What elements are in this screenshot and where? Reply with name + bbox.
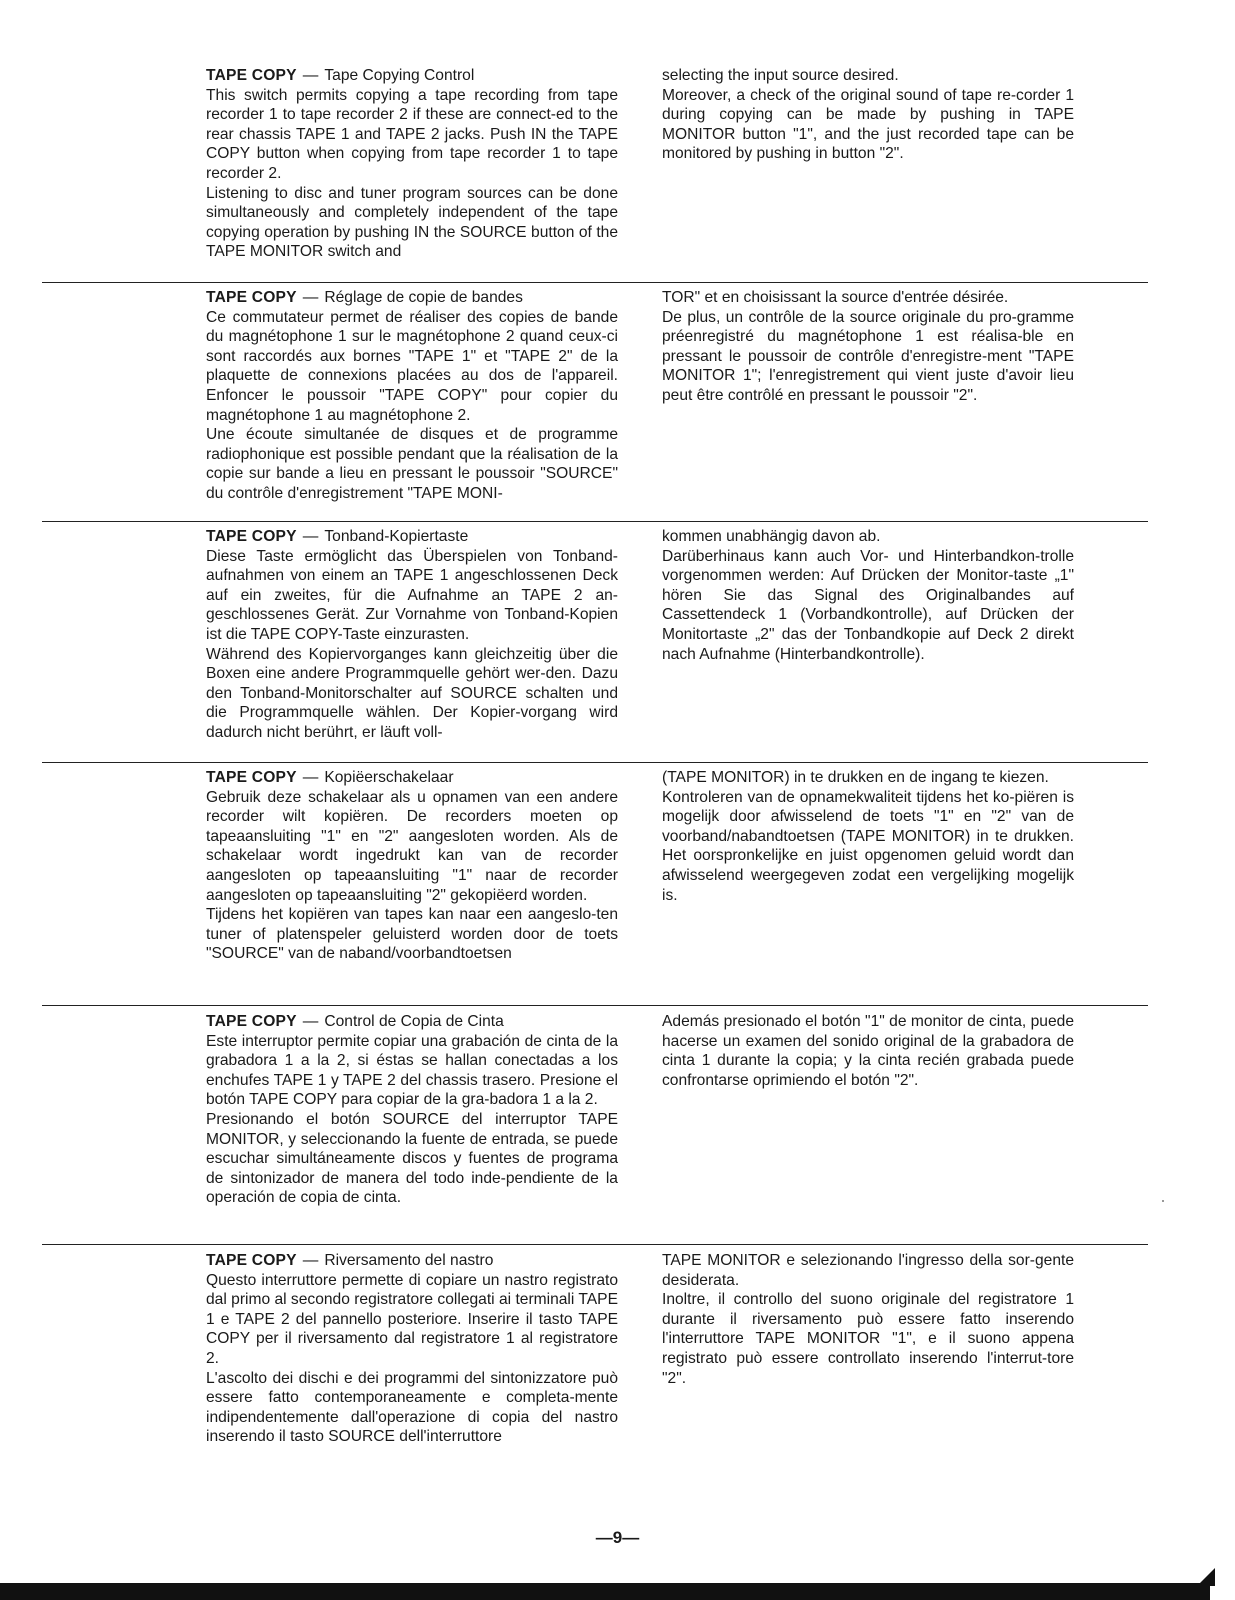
paragraph: Während des Kopiervorganges kann gleichzeitig über die Boxen eine andere Programmquelle gehört wer-den. Dazu den Tonband-Monitorschalter auf SOURCE schalten und die Programmquelle wählen. Der Kopier-vorgang wird dadurch nicht berührt, er läuft voll-: [206, 645, 618, 741]
paragraph: TOR" et en choisissant la source d'entrée désirée.: [662, 289, 1009, 306]
heading-title: Kopiëerschakelaar: [324, 769, 454, 786]
english-left-column: [206, 66, 618, 262]
paragraph: Presionando el botón SOURCE del interruptor TAPE MONITOR, y seleccionando la fuente de entrada, se puede escuchar simultáneamente discos y fuentes de programa de sintonizador de manera del todo inde-pendiente de la operación de copia de cinta.: [206, 1110, 618, 1207]
paragraph: Gebruik deze schakelaar als u opnamen van een andere recorder wilt kopiëren. De recorders moeten op tapeaansluiting "1" en "2" aangesloten worden. Als de schakelaar wordt ingedrukt kan van de recorder aangesloten op tapeaansluiting "1" naar de recorder aangesloten op tapeaansluiting "2" gekopiëerd worden.: [206, 788, 618, 904]
english-right-column: [662, 66, 1074, 164]
section-heading: TAPE COPY — Riversamento del nastro: [206, 1252, 494, 1269]
spanish-left-column: [206, 1012, 618, 1208]
section-heading: TAPE COPY — Réglage de copie de bandes: [206, 289, 523, 306]
section-divider: [42, 1005, 1148, 1006]
italian-right-column: [662, 1251, 1074, 1388]
paragraph: This switch permits copying a tape recording from tape recorder 1 to tape recorder 2 if these are connect-ed to the rear chassis TAPE 1 and TAPE 2 jacks. Push IN the TAPE COPY button when copying from tape recorder 1 to tape recorder 2.: [206, 86, 618, 182]
section-divider: [42, 521, 1148, 522]
dutch-left-column: [206, 768, 618, 964]
heading-name: TAPE COPY: [206, 289, 297, 306]
french-right-column: [662, 288, 1074, 406]
spanish-right-column: [662, 1012, 1074, 1090]
section-heading: TAPE COPY — Tape Copying Control: [206, 67, 475, 84]
heading-title: Control de Copia de Cinta: [324, 1013, 504, 1030]
heading-name: TAPE COPY: [206, 769, 297, 786]
paragraph: Une écoute simultanée de disques et de programme radiophonique est possible pendant que la réalisation de la copie sur bande a lieu en pressant le poussoir "SOURCE" du contrôle d'enregistrement "TAPE MONI-: [206, 426, 618, 502]
heading-name: TAPE COPY: [206, 1013, 297, 1030]
heading-title: Tape Copying Control: [324, 67, 475, 84]
heading-title: Riversamento del nastro: [324, 1252, 494, 1269]
paragraph: L'ascolto dei dischi e dei programmi del sintonizzatore può essere fatto contemporaneamente e completa-mente indipendentemente dall'operazione di copia del nastro inserendo il tasto SOURCE dell'interruttore: [206, 1369, 618, 1446]
heading-name: TAPE COPY: [206, 67, 297, 84]
italian-left-column: [206, 1251, 618, 1447]
section-heading: TAPE COPY — Tonband-Kopiertaste: [206, 528, 469, 545]
paragraph: Además presionado el botón "1" de monitor de cinta, puede hacerse un examen del sonido original de la grabadora de cinta 1 durante la copia; y la cinta recién grabada puede confrontarse oprimiendo el botón "2".: [662, 1013, 1074, 1089]
paragraph: kommen unabhängig davon ab.: [662, 528, 881, 545]
paragraph: selecting the input source desired.: [662, 67, 899, 84]
paragraph: Darüberhinaus kann auch Vor- und Hinterbandkon-trolle vorgenommen werden: Auf Drücken der Monitor-taste „1" hören Sie das Signal des Originalbandes auf Cassettendeck 1 (Vorbandkontrolle), auf Drücken der Monitortaste „2" das der Tonbandkopie auf Deck 2 direkt nach Aufnahme (Hinterbandkontrolle).: [662, 547, 1074, 663]
section-divider: [42, 1244, 1148, 1245]
paragraph: Questo interruttore permette di copiare un nastro registrato dal primo al secondo registratore collegati ai terminali TAPE 1 e TAPE 2 del pannello posteriore. Inserire il tasto TAPE COPY per il riversamento dal registratore 1 al registratore 2.: [206, 1271, 618, 1367]
german-right-column: [662, 527, 1074, 664]
section-divider: [42, 762, 1148, 763]
heading-name: TAPE COPY: [206, 528, 297, 545]
paragraph: Inoltre, il controllo del suono originale del registratore 1 durante il riversamento può essere fatto inserendo l'interruttore TAPE MONITOR "1", e il suono appena registrato può essere controllato inserendo l'interrut-tore "2".: [662, 1291, 1074, 1387]
scan-speck: [1162, 1200, 1164, 1202]
paragraph: Ce commutateur permet de réaliser des copies de bande du magnétophone 1 sur le magnétophone 2 quand ceux-ci sont raccordés aux bornes "TAPE 1" et "TAPE 2" de la plaquette de connexions placées au dos de l'appareil. Enfoncer le poussoir "TAPE COPY" pour copier du magnétophone 1 au magnétophone 2.: [206, 308, 618, 424]
paragraph: Este interruptor permite copiar una grabación de cinta de la grabadora 1 a la 2, si éstas se hallan conectadas a los enchufes TAPE 1 y TAPE 2 del chassis trasero. Presione el botón TAPE COPY para copiar de la gra-badora 1 a la 2.: [206, 1032, 618, 1109]
paragraph: De plus, un contrôle de la source originale du pro-gramme préenregistré du magnétophone 1 est réalisa-ble en pressant le poussoir de contrôle d'enregistre-ment "TAPE MONITOR 1"; l'enregistrement qui vient juste d'avoir lieu peut être contrôlé en pressant le poussoir "2".: [662, 308, 1074, 404]
german-left-column: [206, 527, 618, 743]
paragraph: Tijdens het kopiëren van tapes kan naar een aangeslo-ten tuner of platenspeler geluisterd worden door de toets "SOURCE" van de naband/voorbandtoetsen: [206, 906, 618, 963]
paragraph: Moreover, a check of the original sound of tape re-corder 1 during copying can be made by pushing in TAPE MONITOR button "1", and the just recorded tape can be monitored by pushing in button "2".: [662, 86, 1074, 163]
scan-bottom-border: [0, 1583, 1210, 1600]
paragraph: Listening to disc and tuner program sources can be done simultaneously and completely independent of the tape copying operation by pushing IN the SOURCE button of the TAPE MONITOR switch and: [206, 184, 618, 261]
heading-title: Réglage de copie de bandes: [324, 289, 523, 306]
heading-title: Tonband-Kopiertaste: [324, 528, 469, 545]
section-heading: TAPE COPY — Control de Copia de Cinta: [206, 1013, 504, 1030]
section-divider: [42, 282, 1148, 283]
section-heading: TAPE COPY — Kopiëerschakelaar: [206, 769, 454, 786]
page-number: —9—: [595, 1528, 640, 1547]
paragraph: Kontroleren van de opnamekwaliteit tijdens het ko-piëren is mogelijk door afwisselend de toets "1" en "2" van de voorband/nabandtoetsen (TAPE MONITOR) in te drukken. Het oorspronkelijke en juist opgenomen geluid wordt dan afwisselend weergegeven zodat een vergelijking mogelijk is.: [662, 788, 1074, 904]
paragraph: TAPE MONITOR e selezionando l'ingresso della sor-gente desiderata.: [662, 1252, 1074, 1289]
french-left-column: [206, 288, 618, 504]
dutch-right-column: [662, 768, 1074, 905]
paragraph: (TAPE MONITOR) in te drukken en de ingang te kiezen.: [662, 769, 1049, 786]
paragraph: Diese Taste ermöglicht das Überspielen von Tonband-aufnahmen von einem an TAPE 1 angeschlossenen Deck auf ein zweites, für die Aufnahme an TAPE 2 an-geschlossenes Gerät. Zur Vornahme von Tonband-Kopien ist die TAPE COPY-Taste einzurasten.: [206, 547, 618, 643]
heading-name: TAPE COPY: [206, 1252, 297, 1269]
